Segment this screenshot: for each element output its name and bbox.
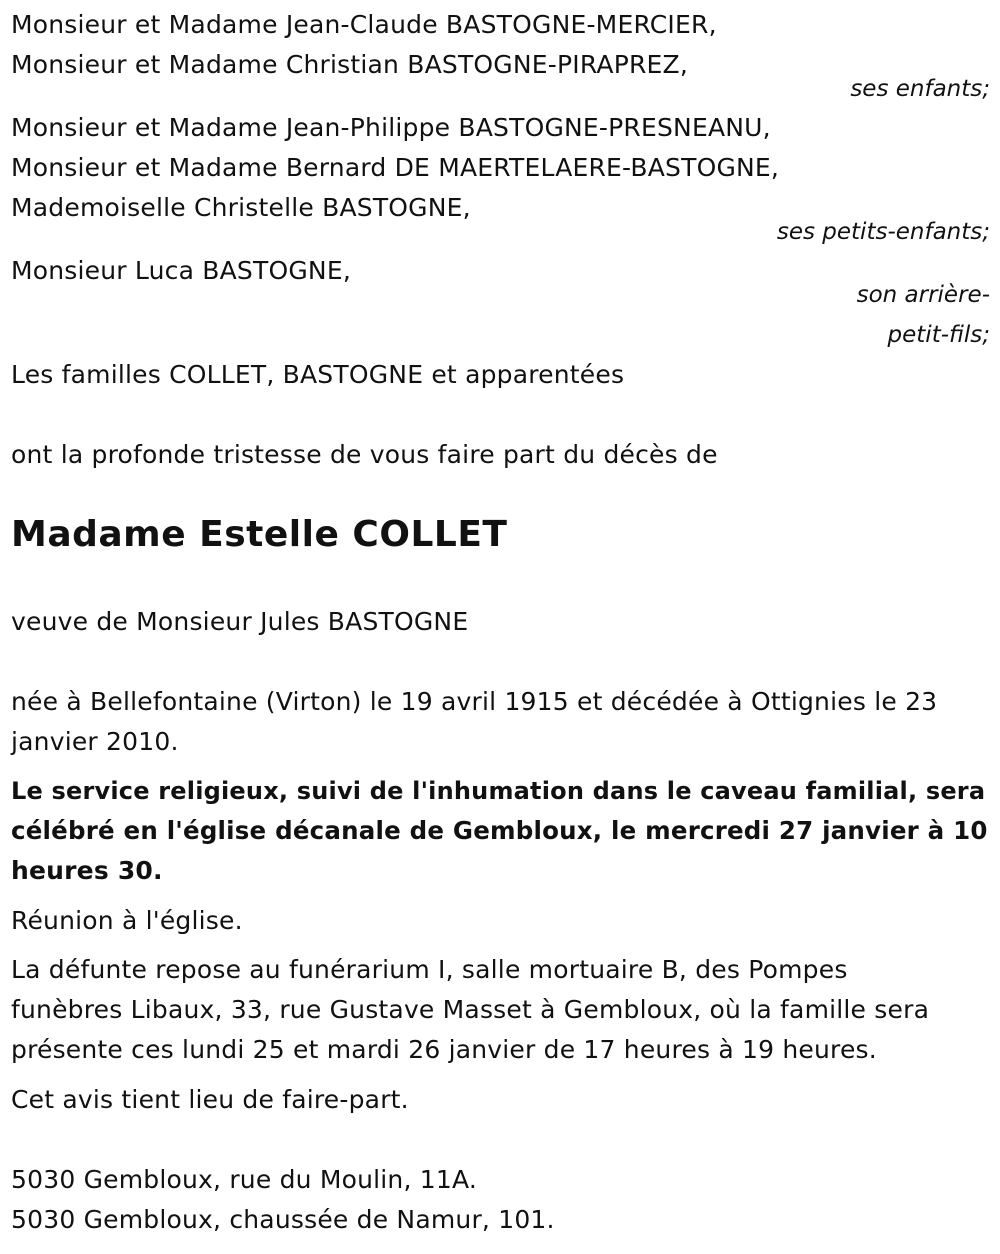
rest-line-3: présente ces lundi 25 et mardi 26 janvier de 17 heures à 19 heures. — [11, 1035, 877, 1064]
great-grandchild-label-2: petit-fils; — [887, 322, 990, 348]
deceased-name: Madame Estelle COLLET — [11, 514, 508, 555]
grandchild-line-3: Mademoiselle Christelle BASTOGNE, — [11, 193, 471, 222]
service-line-1: Le service religieux, suivi de l'inhumation dans le caveau familial, sera — [11, 777, 986, 805]
grandchildren-label: ses petits-enfants; — [776, 219, 990, 245]
great-grandchild-line: Monsieur Luca BASTOGNE, — [11, 256, 351, 285]
notice-line: Cet avis tient lieu de faire-part. — [11, 1085, 409, 1114]
birth-death-line-1: née à Bellefontaine (Virton) le 19 avril 1915 et décédée à Ottignies le 23 — [11, 687, 938, 716]
birth-death-line-2: janvier 2010. — [11, 727, 179, 756]
service-line-3: heures 30. — [11, 856, 163, 885]
service-line-2: célébré en l'église décanale de Gembloux, le mercredi 27 janvier à 10 — [11, 816, 988, 845]
intro-line: ont la profonde tristesse de vous faire part du décès de — [11, 440, 718, 469]
meeting-line: Réunion à l'église. — [11, 906, 243, 935]
address-line-2: 5030 Gembloux, chaussée de Namur, 101. — [11, 1205, 555, 1234]
rest-line-1: La défunte repose au funérarium I, salle mortuaire B, des Pompes — [11, 955, 848, 984]
great-grandchild-label-1: son arrière- — [856, 282, 990, 308]
address-line-1: 5030 Gembloux, rue du Moulin, 11A. — [11, 1165, 477, 1194]
child-line-1: Monsieur et Madame Jean-Claude BASTOGNE-MERCIER, — [11, 10, 717, 39]
grandchild-line-2: Monsieur et Madame Bernard DE MAERTELAERE-BASTOGNE, — [11, 153, 780, 182]
rest-line-2: funèbres Libaux, 33, rue Gustave Masset à Gembloux, où la famille sera — [11, 995, 930, 1024]
grandchild-line-1: Monsieur et Madame Jean-Philippe BASTOGNE-PRESNEANU, — [11, 113, 771, 142]
children-label: ses enfants; — [850, 76, 990, 102]
child-line-2: Monsieur et Madame Christian BASTOGNE-PIRAPREZ, — [11, 50, 689, 79]
widow-of-line: veuve de Monsieur Jules BASTOGNE — [11, 607, 469, 636]
families-line: Les familles COLLET, BASTOGNE et apparentées — [11, 360, 625, 389]
